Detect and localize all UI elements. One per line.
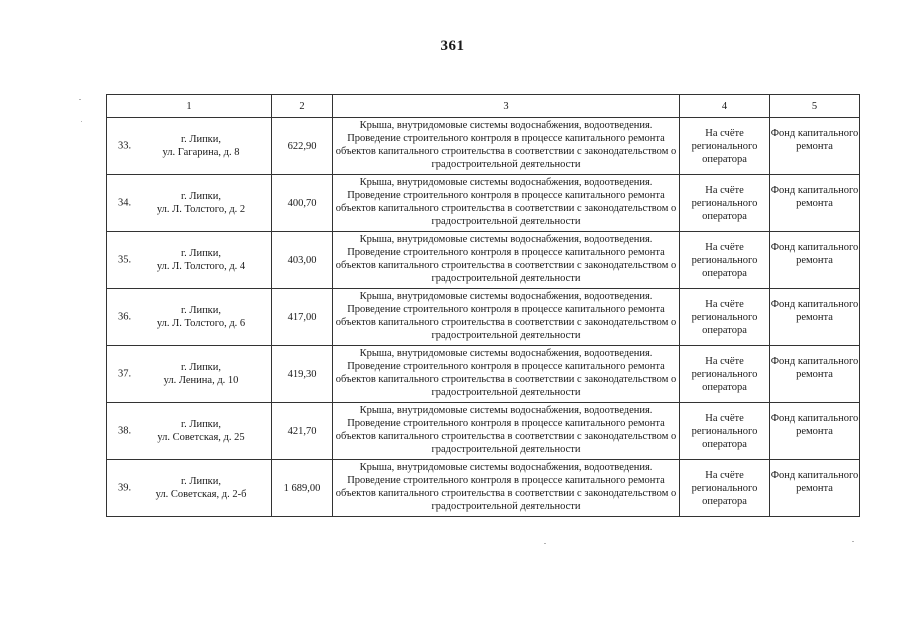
address-city: г. Липки, (180, 191, 222, 202)
address-street: ул. Гагарина, д. 8 (162, 147, 240, 158)
works-cell: Крыша, внутридомовые системы водоснабжения, водоотведения. Проведение строительного контроля в процессе капитального ремонта объектов капитального строительства в соответствии с законодательством о градостроительной деятельности (333, 118, 680, 175)
area-cell: 419,30 (272, 346, 333, 403)
address-cell (107, 118, 272, 175)
funding-source-cell: Фонд капитального ремонта (770, 346, 860, 403)
works-cell: Крыша, внутридомовые системы водоснабжения, водоотведения. Проведение строительного контроля в процессе капитального ремонта объектов капитального строительства в соответствии с законодательством о градостроительной деятельности (333, 289, 680, 346)
row-number: 33. (118, 140, 132, 152)
row-number: 34. (118, 197, 132, 209)
address-street: ул. Л. Толстого, д. 2 (156, 204, 246, 215)
address-text (107, 361, 271, 387)
works-cell: Крыша, внутридомовые системы водоснабжения, водоотведения. Проведение строительного контроля в процессе капитального ремонта объектов капитального строительства в соответствии с законодательством о градостроительной деятельности (333, 346, 680, 403)
area-cell: 400,70 (272, 175, 333, 232)
address-text (107, 418, 271, 444)
scan-speck (544, 543, 546, 544)
address-city: г. Липки, (180, 248, 222, 259)
address-cell (107, 232, 272, 289)
column-number-row (107, 95, 860, 118)
works-cell: Крыша, внутридомовые системы водоснабжения, водоотведения. Проведение строительного контроля в процессе капитального ремонта объектов капитального строительства в соответствии с законодательством о градостроительной деятельности (333, 232, 680, 289)
funding-source-cell: Фонд капитального ремонта (770, 289, 860, 346)
column-header-1: 1 (107, 95, 272, 118)
address-cell (107, 403, 272, 460)
table-row (107, 403, 860, 460)
scan-speck (81, 121, 82, 122)
address-text (107, 190, 271, 216)
area-cell: 421,70 (272, 403, 333, 460)
works-cell: Крыша, внутридомовые системы водоснабжения, водоотведения. Проведение строительного контроля в процессе капитального ремонта объектов капитального строительства в соответствии с законодательством о градостроительной деятельности (333, 403, 680, 460)
scan-speck (852, 541, 854, 542)
column-header-5: 5 (770, 95, 860, 118)
area-cell: 417,00 (272, 289, 333, 346)
row-number: 38. (118, 425, 132, 437)
row-number: 37. (118, 368, 132, 380)
address-street: ул. Советская, д. 2-б (155, 489, 247, 500)
funding-source-cell: Фонд капитального ремонта (770, 232, 860, 289)
table-row (107, 232, 860, 289)
address-cell (107, 289, 272, 346)
address-cell (107, 346, 272, 403)
works-cell: Крыша, внутридомовые системы водоснабжения, водоотведения. Проведение строительного контроля в процессе капитального ремонта объектов капитального строительства в соответствии с законодательством о градостроительной деятельности (333, 175, 680, 232)
address-cell (107, 175, 272, 232)
funding-source-cell: Фонд капитального ремонта (770, 175, 860, 232)
address-text (107, 247, 271, 273)
table-row (107, 460, 860, 517)
address-city: г. Липки, (180, 134, 222, 145)
address-text (107, 475, 271, 501)
account-type-cell: На счёте регионального оператора (680, 460, 770, 517)
table-row (107, 346, 860, 403)
address-city: г. Липки, (180, 419, 222, 430)
table-row (107, 118, 860, 175)
table-body (107, 118, 860, 517)
funding-source-cell: Фонд капитального ремонта (770, 460, 860, 517)
column-header-3: 3 (333, 95, 680, 118)
funding-source-cell: Фонд капитального ремонта (770, 403, 860, 460)
address-street: ул. Советская, д. 25 (157, 432, 245, 443)
table-row (107, 289, 860, 346)
row-number: 39. (118, 482, 132, 494)
address-street: ул. Ленина, д. 10 (163, 375, 239, 386)
area-cell: 403,00 (272, 232, 333, 289)
account-type-cell: На счёте регионального оператора (680, 346, 770, 403)
page-number: 361 (440, 38, 465, 54)
address-city: г. Липки, (180, 305, 222, 316)
account-type-cell: На счёте регионального оператора (680, 118, 770, 175)
funding-source-cell: Фонд капитального ремонта (770, 118, 860, 175)
account-type-cell: На счёте регионального оператора (680, 403, 770, 460)
row-number: 36. (118, 311, 132, 323)
address-text (107, 133, 271, 159)
works-cell: Крыша, внутридомовые системы водоснабжения, водоотведения. Проведение строительного контроля в процессе капитального ремонта объектов капитального строительства в соответствии с законодательством о градостроительной деятельности (333, 460, 680, 517)
address-street: ул. Л. Толстого, д. 6 (156, 318, 246, 329)
address-city: г. Липки, (180, 476, 222, 487)
address-city: г. Липки, (180, 362, 222, 373)
column-header-4: 4 (680, 95, 770, 118)
address-cell (107, 460, 272, 517)
row-number: 35. (118, 254, 132, 266)
table-row (107, 175, 860, 232)
account-type-cell: На счёте регионального оператора (680, 232, 770, 289)
account-type-cell: На счёте регионального оператора (680, 289, 770, 346)
address-text (107, 304, 271, 330)
repair-program-table (106, 94, 860, 517)
column-header-2: 2 (272, 95, 333, 118)
area-cell: 622,90 (272, 118, 333, 175)
scan-speck (79, 99, 81, 100)
area-cell: 1 689,00 (272, 460, 333, 517)
account-type-cell: На счёте регионального оператора (680, 175, 770, 232)
address-street: ул. Л. Толстого, д. 4 (156, 261, 246, 272)
